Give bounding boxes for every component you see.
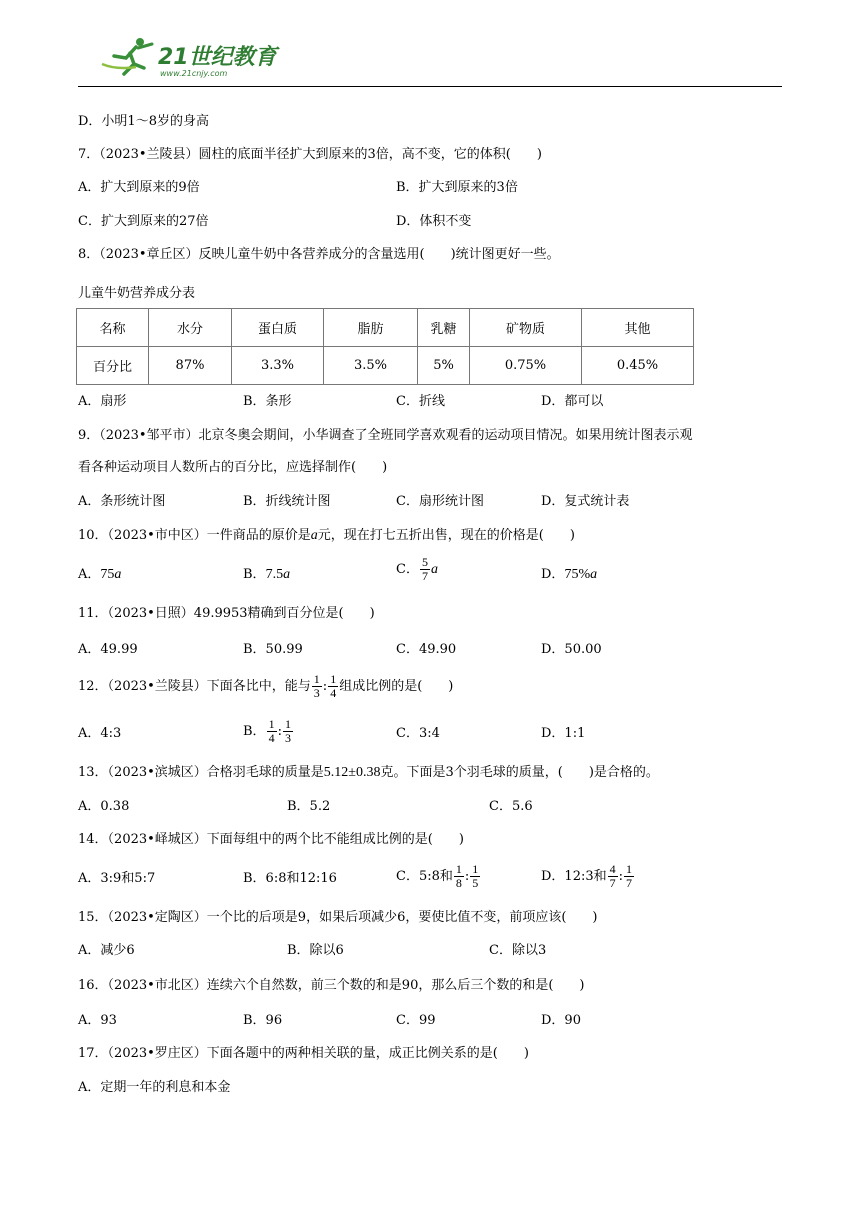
- q13-stem: 13．（2023•滨城区）合格羽毛球的质量是5.12±0.38克。下面是3个羽毛球的质量，( )是合格的。: [78, 765, 659, 780]
- table-cell: 87%: [149, 347, 232, 385]
- q16-option-b: B．96: [243, 1013, 283, 1028]
- table-header-row: [77, 309, 694, 347]
- q10-stem: [78, 526, 575, 546]
- q16-option-a: A．93: [78, 1013, 117, 1028]
- table-cell: 百分比: [77, 347, 149, 385]
- q8-option-a: A．扇形: [78, 394, 127, 409]
- q6-option-d: D．小明1～8岁的身高: [78, 114, 209, 129]
- q7-option-c: C．扩大到原来的27倍: [78, 214, 209, 229]
- table-header-cell: 矿物质: [470, 309, 582, 347]
- q12-option-d: D．1:1: [541, 726, 586, 741]
- q9-option-d: D．复式统计表: [541, 494, 630, 509]
- q11-option-b: B．50.99: [243, 642, 303, 657]
- q12-stem: 12．（2023•兰陵县）下面各比中，能与 $\frac{1}{3}$ : $\frac{1}{4}$ 组成比例的是( ): [78, 672, 454, 700]
- fraction: $\frac{5}{7}$: [421, 555, 428, 583]
- q14-option-a: A．3:9和5:7: [78, 871, 156, 886]
- q10-stem-text-end: 元，现在打七五折出售，现在的价格是( ): [317, 528, 575, 543]
- q14-stem: 14．（2023•峄城区）下面每组中的两个比不能组成比例的是( ): [78, 832, 464, 847]
- table-header-cell: 蛋白质: [232, 309, 324, 347]
- q12-option-a: A．4:3: [78, 726, 122, 741]
- fraction: $\frac{1}{3}$: [313, 672, 320, 700]
- table-cell: 3.5%: [324, 347, 418, 385]
- fraction: $\frac{1}{4}$: [268, 717, 275, 745]
- q8-table-title: 儿童牛奶营养成分表: [78, 286, 196, 301]
- q10-option-d: D．75%a: [541, 567, 598, 582]
- q9-option-a: A．条形统计图: [78, 494, 166, 509]
- table-cell: 3.3%: [232, 347, 324, 385]
- q15-option-a: A．减少6: [78, 943, 135, 958]
- q13-option-c: C．5.6: [489, 799, 533, 814]
- q14-option-b: B．6:8和12:16: [243, 871, 337, 886]
- q16-option-d: D．90: [541, 1013, 581, 1028]
- q16-stem: 16．（2023•市北区）连续六个自然数，前三个数的和是90，那么后三个数的和是( ): [78, 978, 585, 993]
- q8-option-b: B．条形: [243, 394, 292, 409]
- logo-url: www.21cnjy.com: [160, 69, 228, 78]
- q7-option-d: D．体积不变: [396, 214, 472, 229]
- q15-option-b: B．除以6: [287, 943, 344, 958]
- q10-variable: a: [310, 528, 318, 543]
- q9-option-b: B．折线统计图: [243, 494, 331, 509]
- q14-option-d: D．12:3和 $\frac{4}{7}$ : $\frac{1}{7}$: [541, 862, 633, 890]
- q13-option-a: A．0.38: [78, 799, 130, 814]
- q11-option-c: C．49.90: [396, 642, 457, 657]
- q10-stem-text: 10．（2023•市中区）一件商品的原价是: [78, 528, 311, 543]
- site-logo: [96, 34, 296, 80]
- q11-option-d: D．50.00: [541, 642, 602, 657]
- q7-stem: 7．（2023•兰陵县）圆柱的底面半径扩大到原来的3倍，高不变，它的体积( ): [78, 147, 542, 162]
- table-header-cell: 脂肪: [324, 309, 418, 347]
- q12-option-b: B． $\frac{1}{4}$ : $\frac{1}{3}$: [243, 717, 291, 745]
- fraction: $\frac{1}{5}$: [472, 862, 479, 890]
- q9-stem-line2: 看各种运动项目人数所占的百分比，应选择制作( ): [78, 460, 388, 475]
- logo-text: 21世纪教育: [158, 45, 277, 70]
- q9-option-c: C．扇形统计图: [396, 494, 484, 509]
- q17-option-a: A．定期一年的利息和本金: [78, 1080, 231, 1095]
- q17-stem: 17．（2023•罗庄区）下面各题中的两种相关联的量，成正比例关系的是( ): [78, 1046, 529, 1061]
- q16-option-c: C．99: [396, 1013, 436, 1028]
- q11-option-a: A．49.99: [78, 642, 138, 657]
- q7-option-b: B．扩大到原来的3倍: [396, 180, 518, 195]
- fraction: $\frac{1}{4}$: [330, 672, 337, 700]
- q11-stem: 11．（2023•日照）49.9953精确到百分位是( ): [78, 606, 375, 621]
- table-header-cell: 水分: [149, 309, 232, 347]
- table-cell: 5%: [418, 347, 470, 385]
- q15-stem: 15．（2023•定陶区）一个比的后项是9，如果后项减少6，要使比值不变，前项应该( ): [78, 910, 598, 925]
- table-row: [77, 347, 694, 385]
- fraction: $\frac{1}{7}$: [626, 862, 633, 890]
- q8-option-d: D．都可以: [541, 394, 604, 409]
- table-header-cell: 乳糖: [418, 309, 470, 347]
- table-cell: 0.45%: [582, 347, 694, 385]
- q14-option-c: C．5:8和 $\frac{1}{8}$ : $\frac{1}{5}$: [396, 862, 479, 890]
- q15-option-c: C．除以3: [489, 943, 547, 958]
- q13-option-b: B．5.2: [287, 799, 331, 814]
- nutrition-table: [76, 308, 694, 385]
- q7-option-a: A．扩大到原来的9倍: [78, 180, 200, 195]
- table-cell: 0.75%: [470, 347, 582, 385]
- q8-stem: 8．（2023•章丘区）反映儿童牛奶中各营养成分的含量选用( )统计图更好一些。: [78, 247, 560, 262]
- q12-option-c: C．3:4: [396, 726, 440, 741]
- page-header: [78, 34, 782, 87]
- q10-option-c: C． $\frac{5}{7}$ a: [396, 555, 438, 583]
- fraction: $\frac{4}{7}$: [609, 862, 616, 890]
- table-header-cell: 其他: [582, 309, 694, 347]
- q9-stem-line1: 9．（2023•邹平市）北京冬奥会期间，小华调查了全班同学喜欢观看的运动项目情况。如果用统计图表示观: [78, 428, 693, 443]
- q8-option-c: C．折线: [396, 394, 445, 409]
- table-header-cell: 名称: [77, 309, 149, 347]
- q10-option-b: B．7.5a: [243, 567, 291, 582]
- fraction: $\frac{1}{3}$: [284, 717, 291, 745]
- q10-option-a: A．75a: [78, 567, 122, 582]
- fraction: $\frac{1}{8}$: [455, 862, 462, 890]
